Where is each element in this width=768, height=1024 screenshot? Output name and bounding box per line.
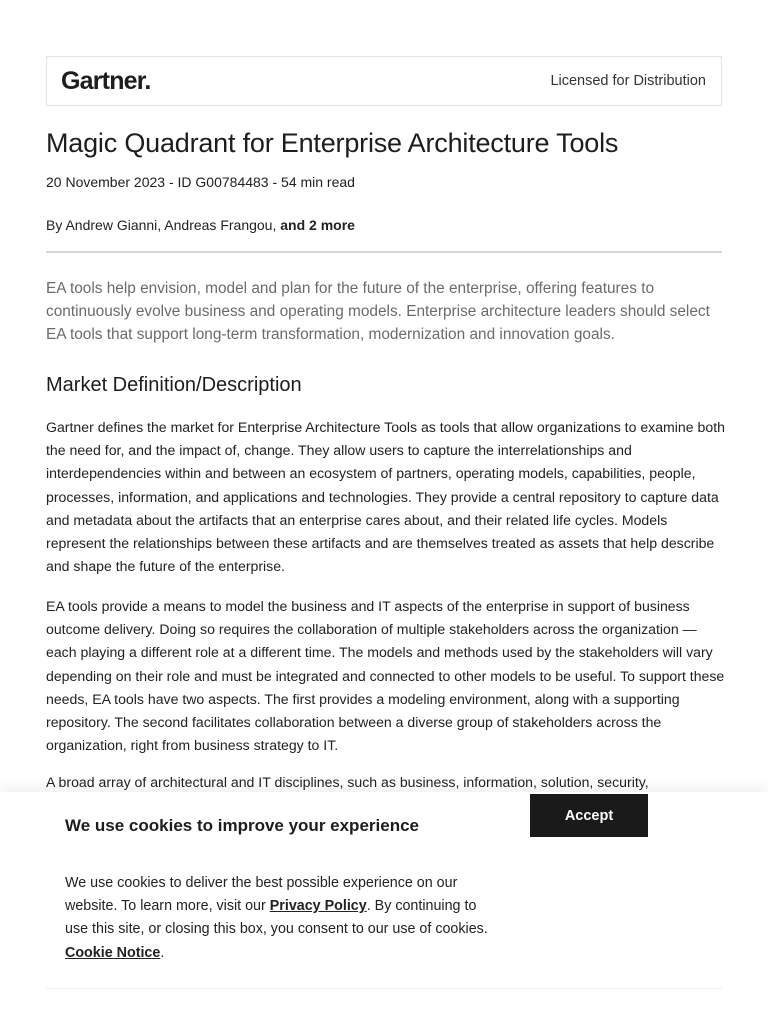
cookie-text-part1: We use cookies to deliver the best possible experience on our website. To learn more, visit our — [65, 875, 458, 915]
authors-names: By Andrew Gianni, Andreas Frangou, — [46, 217, 281, 233]
accept-cookies-button[interactable]: Accept — [530, 794, 648, 837]
article-meta: 20 November 2023 - ID G00784483 - 54 min read — [46, 174, 355, 190]
body-paragraph-2: EA tools provide a means to model the business and IT aspects of the enterprise in support of business outcome delivery. Doing so requires the collaboration of multiple stakeholders across the organization — each playing a different role at a different time. The models and methods used by the stakeholders will vary depending on their role and must be integrated and connected to other models to be useful. To support these needs, EA tools have two aspects. The first provides a modeling environment, along with a supporting repository. The second facilitates collaboration between a diverse group of stakeholders across the organization, right from business strategy to IT. — [46, 598, 725, 754]
gartner-logo[interactable]: Gartner. — [61, 66, 151, 95]
section-heading: Market Definition/Description — [46, 374, 302, 396]
cookie-text-part3: . — [160, 944, 165, 961]
authors-line — [46, 217, 355, 233]
more-authors-link[interactable]: and 2 more — [280, 217, 355, 233]
cookie-banner-title: We use cookies to improve your experience — [65, 816, 419, 835]
license-label: Licensed for Distribution — [550, 73, 706, 89]
page-title: Magic Quadrant for Enterprise Architecture Tools — [46, 128, 619, 158]
cookie-text-part2: . By continuing to use this site, or closing this box, you consent to our use of cookies. — [65, 898, 488, 938]
cookie-divider — [46, 988, 722, 989]
cookie-banner — [0, 792, 768, 1024]
privacy-policy-link[interactable]: Privacy Policy — [269, 898, 367, 915]
body-paragraph-3: A broad array of architectural and IT disciplines, such as business, information, solution, security, — [46, 774, 649, 790]
site-header — [46, 56, 722, 106]
article-summary: EA tools help envision, model and plan for the future of the enterprise, offering features to continuously evolve business and operating models. Enterprise architecture leaders should select EA tools that support long-term transformation, modernization and innovation goals. — [46, 280, 710, 343]
divider — [46, 251, 722, 253]
cookie-notice-link[interactable]: Cookie Notice — [65, 944, 161, 961]
cookie-banner-text — [65, 872, 495, 965]
body-paragraph-1: Gartner defines the market for Enterprise Architecture Tools as tools that allow organizations to examine both the need for, and the impact of, change. They allow users to capture the interrelationships and interdependencies within and between an ecosystem of partners, operating models, capabilities, people, processes, information, and applications and technologies. They provide a central repository to capture data and metadata about the artifacts that an enterprise cares about, and their related life cycles. Models represent the relationships between these artifacts and are themselves treated as assets that help describe and shape the future of the enterprise. — [46, 419, 725, 575]
